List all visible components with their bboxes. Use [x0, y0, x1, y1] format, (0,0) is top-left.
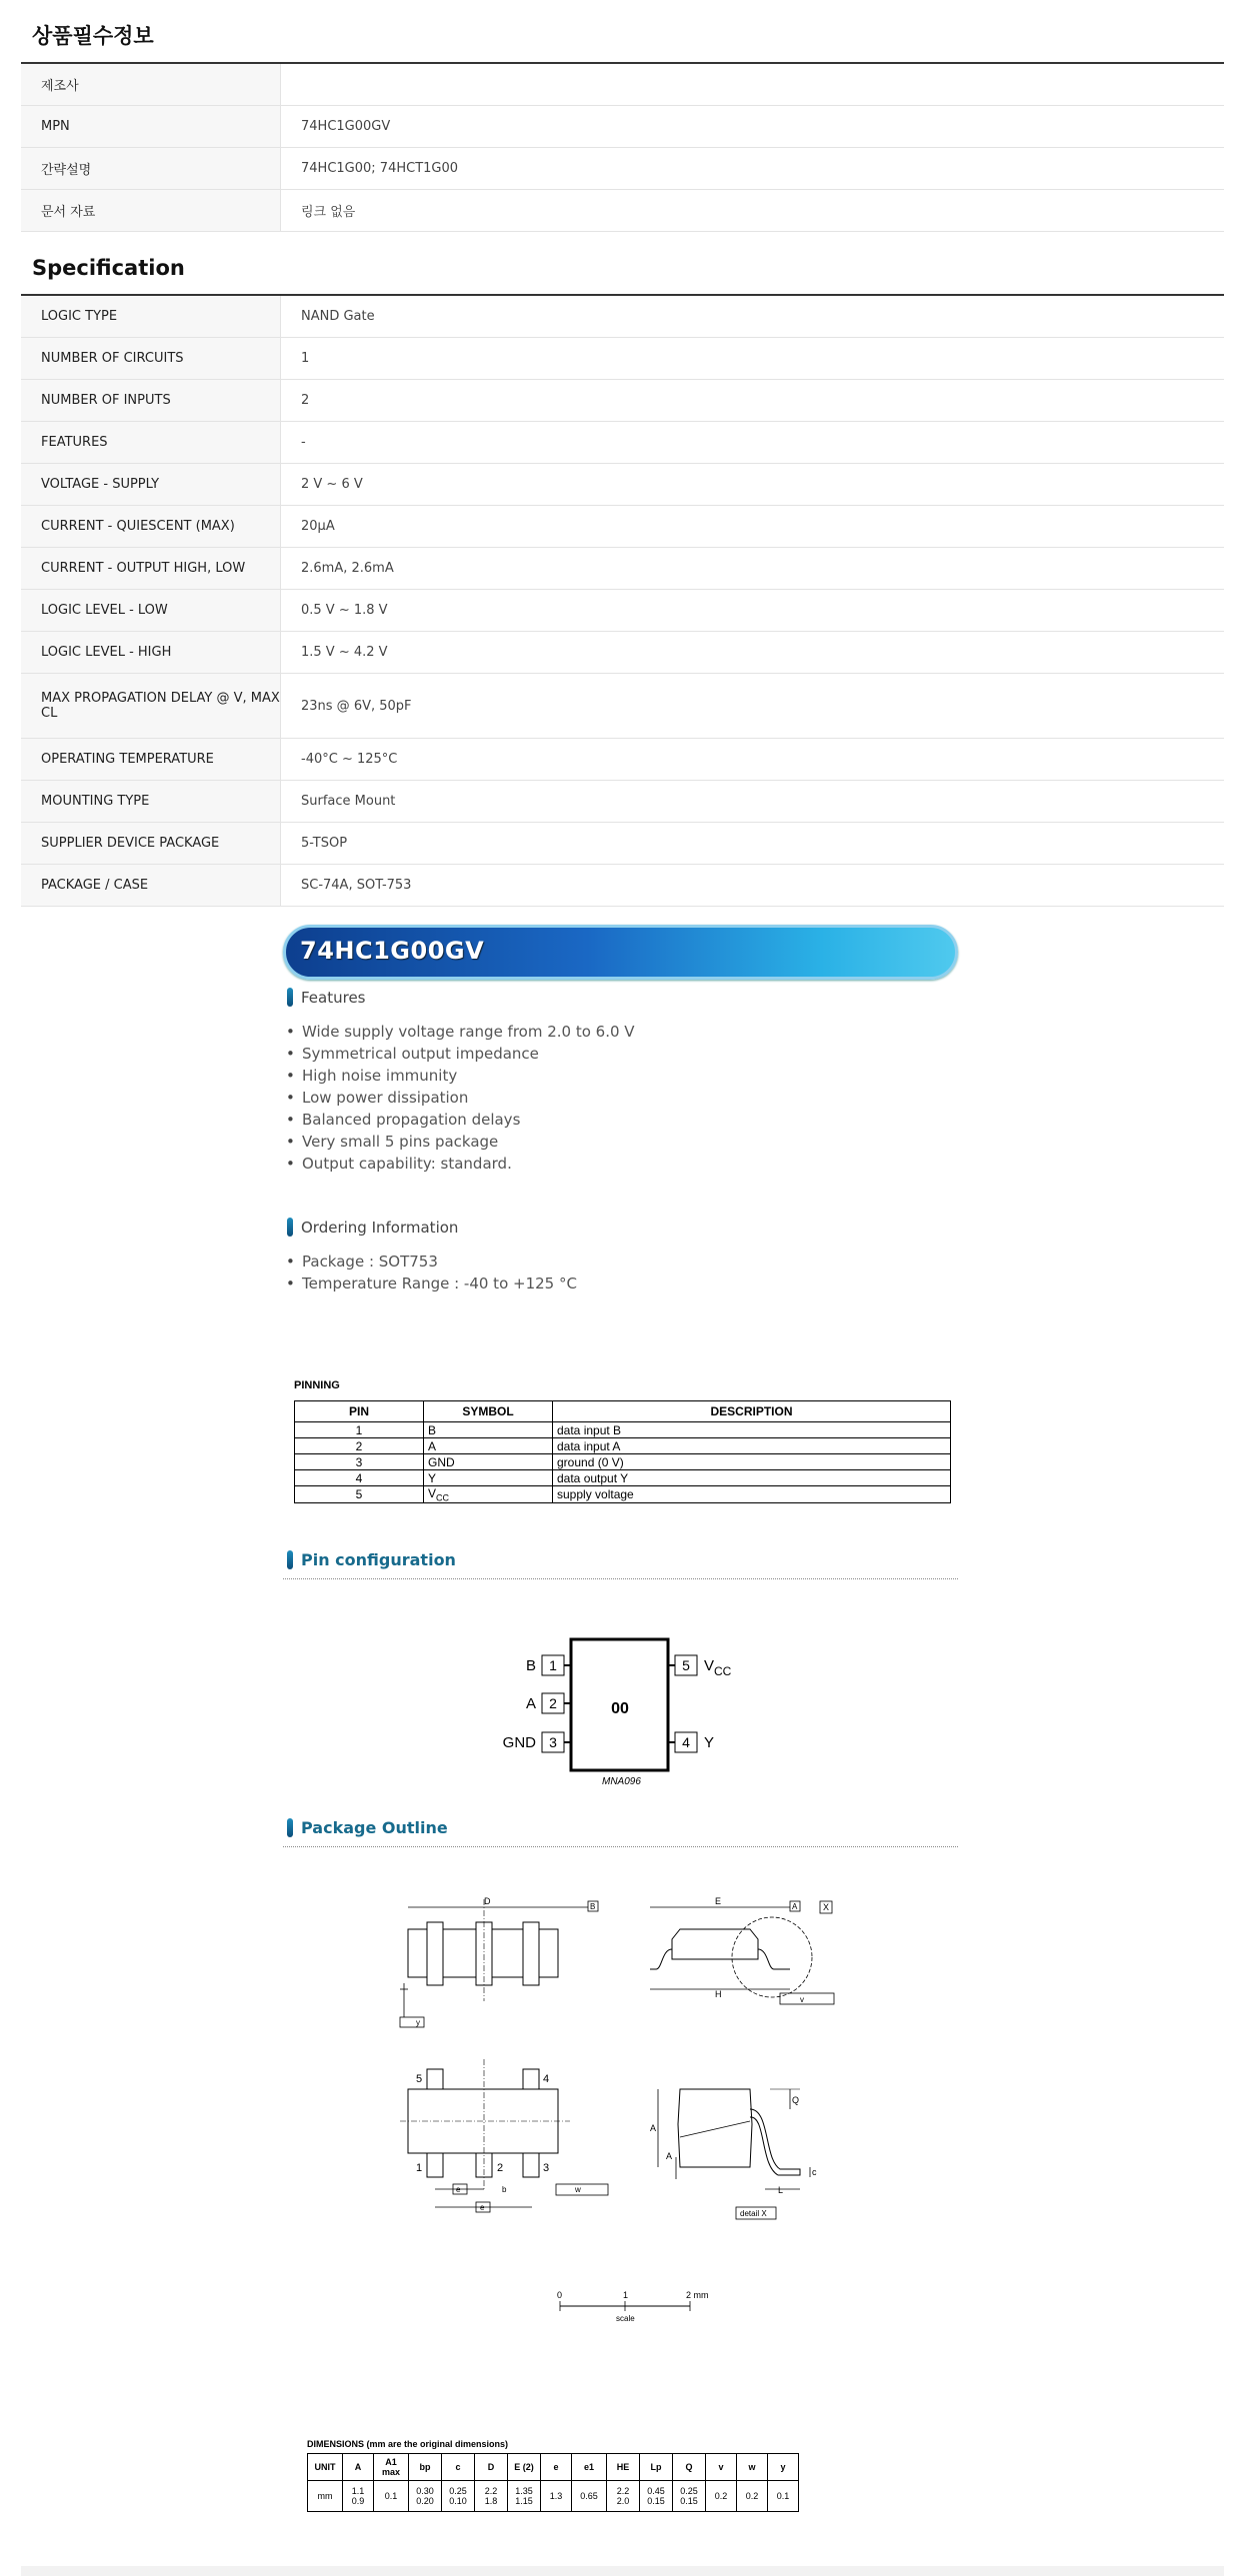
dim-label: A	[666, 2151, 673, 2161]
banner-title: 74HC1G00GV	[300, 937, 485, 965]
dim-label: A	[650, 2123, 657, 2133]
list-item: • Balanced propagation delays	[300, 1109, 635, 1131]
list-item: • Very small 5 pins package	[300, 1131, 635, 1153]
table-row	[21, 380, 1224, 422]
row-value: 링크 없음	[301, 205, 356, 220]
package-outline-drawing	[380, 1889, 920, 2389]
table-row	[21, 590, 1224, 632]
list-item: • Wide supply voltage range from 2.0 to 6.0 V	[300, 1021, 635, 1043]
pin-number: 3	[549, 1734, 557, 1750]
pin-name: B	[525, 1657, 536, 1674]
heading-marker-icon	[287, 1550, 293, 1569]
pinning-table: PIN SYMBOL DESCRIPTION 1 B data input B 2 A data input A 3 GND ground (0 V) 4 Y data output Y 5 $V_{CC}$ supply voltage	[294, 1400, 951, 1503]
dim-label: e	[480, 2203, 485, 2212]
dim-label: A	[792, 1902, 798, 1911]
list-item: • High noise immunity	[300, 1065, 635, 1087]
row-value: 2.6mA, 2.6mA	[301, 561, 394, 576]
table-row	[21, 823, 1224, 865]
pin-number: 5	[416, 2073, 423, 2085]
table-row	[21, 674, 1224, 739]
row-value: 0.5 V ~ 1.8 V	[301, 603, 388, 618]
pin-number: 3	[543, 2162, 550, 2174]
row-value: 1	[301, 351, 310, 366]
package-outline-heading: Package Outline	[287, 1818, 448, 1837]
row-value: Surface Mount	[301, 794, 396, 809]
table-row	[21, 190, 1224, 232]
spec-section-title: Specification	[32, 256, 185, 280]
spec-table	[21, 294, 1224, 907]
heading-marker-icon	[287, 988, 293, 1007]
table-row	[21, 422, 1224, 464]
pin-name: $V_{CC}$	[704, 1657, 732, 1678]
list-item: • Package : SOT753	[300, 1251, 577, 1273]
table-row	[21, 148, 1224, 190]
row-value: 2	[301, 393, 310, 408]
table-row: mm 1.1 0.9 0.1 0.30 0.20 0.25 0.10 2.2 1.8 1.35 1.15 1.3 0.65 2.2 2.0 0.45 0.15 0.25 0.15 0.2 0.2 0.1	[308, 2481, 799, 2512]
dim-label: b	[502, 2185, 507, 2194]
pin-number: 1	[549, 1657, 557, 1673]
row-label: LOGIC TYPE	[21, 296, 281, 337]
dim-label: X	[823, 1902, 830, 1912]
pinning-title: PINNING	[294, 1379, 340, 1391]
row-value: 23ns @ 6V, 50pF	[301, 698, 412, 714]
row-label: 간략설명	[21, 148, 281, 189]
row-value: SC-74A, SOT-753	[301, 878, 412, 893]
table-row	[21, 865, 1224, 907]
row-value	[281, 64, 1224, 105]
row-value: 20μA	[301, 519, 335, 534]
table-row	[21, 296, 1224, 338]
pin-number: 2	[497, 2162, 504, 2174]
dim-label: e	[456, 2185, 461, 2194]
table-row: 5 $V_{CC}$ supply voltage	[295, 1486, 951, 1503]
dim-label: w	[575, 2185, 581, 2194]
dim-label: D	[484, 1896, 491, 1906]
table-row: 2 A data input A	[295, 1438, 951, 1454]
list-item: • Low power dissipation	[300, 1087, 635, 1109]
row-value: 1.5 V ~ 4.2 V	[301, 645, 388, 660]
info-section-title: 상품필수정보	[32, 24, 154, 48]
table-row	[21, 739, 1224, 781]
row-label: SUPPLIER DEVICE PACKAGE	[21, 823, 281, 864]
row-label: NUMBER OF CIRCUITS	[21, 338, 281, 379]
pin-number: 5	[682, 1657, 690, 1673]
table-row	[21, 338, 1224, 380]
row-label: CURRENT - QUIESCENT (MAX)	[21, 506, 281, 547]
divider	[283, 1578, 958, 1579]
row-value: -	[301, 435, 306, 450]
row-label: OPERATING TEMPERATURE	[21, 739, 281, 780]
row-value: -40°C ~ 125°C	[301, 752, 398, 767]
dim-label: Q	[792, 2095, 800, 2105]
dim-label: v	[800, 1995, 804, 2004]
pin-number: 4	[543, 2073, 550, 2085]
table-row: 4 Y data output Y	[295, 1470, 951, 1486]
pin-number: 1	[416, 2162, 423, 2174]
heading-marker-icon	[287, 1818, 293, 1837]
pin-name: Y	[704, 1734, 715, 1751]
table-row	[21, 464, 1224, 506]
list-item: • Temperature Range : -40 to +125 °C	[300, 1273, 577, 1294]
pin-name: GND	[502, 1734, 536, 1751]
row-label: FEATURES	[21, 422, 281, 463]
table-row: 3 GND ground (0 V)	[295, 1454, 951, 1470]
scale-tick-0: 0	[557, 2290, 563, 2300]
table-row: 1 B data input B	[295, 1422, 951, 1438]
dim-label: B	[590, 1902, 596, 1911]
dim-label: L	[778, 2185, 784, 2195]
scale-label: scale	[616, 2314, 635, 2323]
dim-label: H	[715, 1989, 722, 1999]
product-banner	[283, 925, 958, 980]
table-row	[21, 506, 1224, 548]
row-label: MOUNTING TYPE	[21, 781, 281, 822]
detail-label: detail X	[740, 2209, 767, 2218]
info-table	[21, 62, 1224, 232]
dimensions-table: UNIT A A1 max bp c D E (2) e e1 HE Lp Q v w y mm 1.1 0.9 0.1 0.30 0.20 0.25 0.10 2.2 1.8 1.35 1.15 1.3 0.65 2.2 2.0 0.45 0.15 0.25 0.15 0.2 0.2 0.1	[307, 2453, 799, 2512]
pin-name: A	[525, 1695, 536, 1712]
table-row	[21, 106, 1224, 148]
scale-tick-1: 1	[623, 2290, 629, 2300]
row-label: LOGIC LEVEL - HIGH	[21, 632, 281, 673]
pin-number: 2	[549, 1695, 557, 1711]
row-value: NAND Gate	[301, 309, 375, 324]
row-label: NUMBER OF INPUTS	[21, 380, 281, 421]
dim-label: c	[812, 2167, 817, 2177]
row-label: LOGIC LEVEL - LOW	[21, 590, 281, 631]
ordering-list	[300, 1251, 577, 1294]
table-row	[21, 632, 1224, 674]
divider	[283, 1846, 958, 1847]
table-row	[21, 781, 1224, 823]
dimensions-title: DIMENSIONS (mm are the original dimensions)	[307, 2439, 509, 2449]
figure-code: MNA096	[602, 1776, 641, 1787]
row-value: 5-TSOP	[301, 836, 348, 851]
row-label: MPN	[21, 106, 281, 147]
table-row	[21, 548, 1224, 590]
features-heading: Features	[287, 988, 366, 1007]
dim-label: y	[416, 2018, 420, 2027]
footer-bar	[21, 2566, 1224, 2576]
ordering-heading: Ordering Information	[287, 1218, 458, 1237]
row-value: 2 V ~ 6 V	[301, 477, 363, 492]
pin-configuration-diagram	[490, 1629, 770, 1789]
scale-tick-2: 2 mm	[686, 2290, 709, 2300]
dim-label: E	[715, 1896, 722, 1906]
row-value: 74HC1G00GV	[301, 119, 391, 134]
row-label: VOLTAGE - SUPPLY	[21, 464, 281, 505]
chip-label: 00	[611, 1700, 629, 1717]
row-label: MAX PROPAGATION DELAY @ V, MAX CL	[21, 674, 281, 738]
row-label: CURRENT - OUTPUT HIGH, LOW	[21, 548, 281, 589]
heading-marker-icon	[287, 1218, 293, 1237]
row-label: PACKAGE / CASE	[21, 865, 281, 906]
pin-config-heading: Pin configuration	[287, 1550, 456, 1569]
features-list	[300, 1021, 635, 1175]
list-item: • Symmetrical output impedance	[300, 1043, 635, 1065]
list-item: • Output capability: standard.	[300, 1153, 635, 1175]
pin-number: 4	[682, 1734, 690, 1750]
row-label: 제조사	[21, 64, 281, 105]
table-row	[21, 64, 1224, 106]
row-label: 문서 자료	[21, 190, 281, 231]
row-value: 74HC1G00; 74HCT1G00	[301, 161, 459, 176]
